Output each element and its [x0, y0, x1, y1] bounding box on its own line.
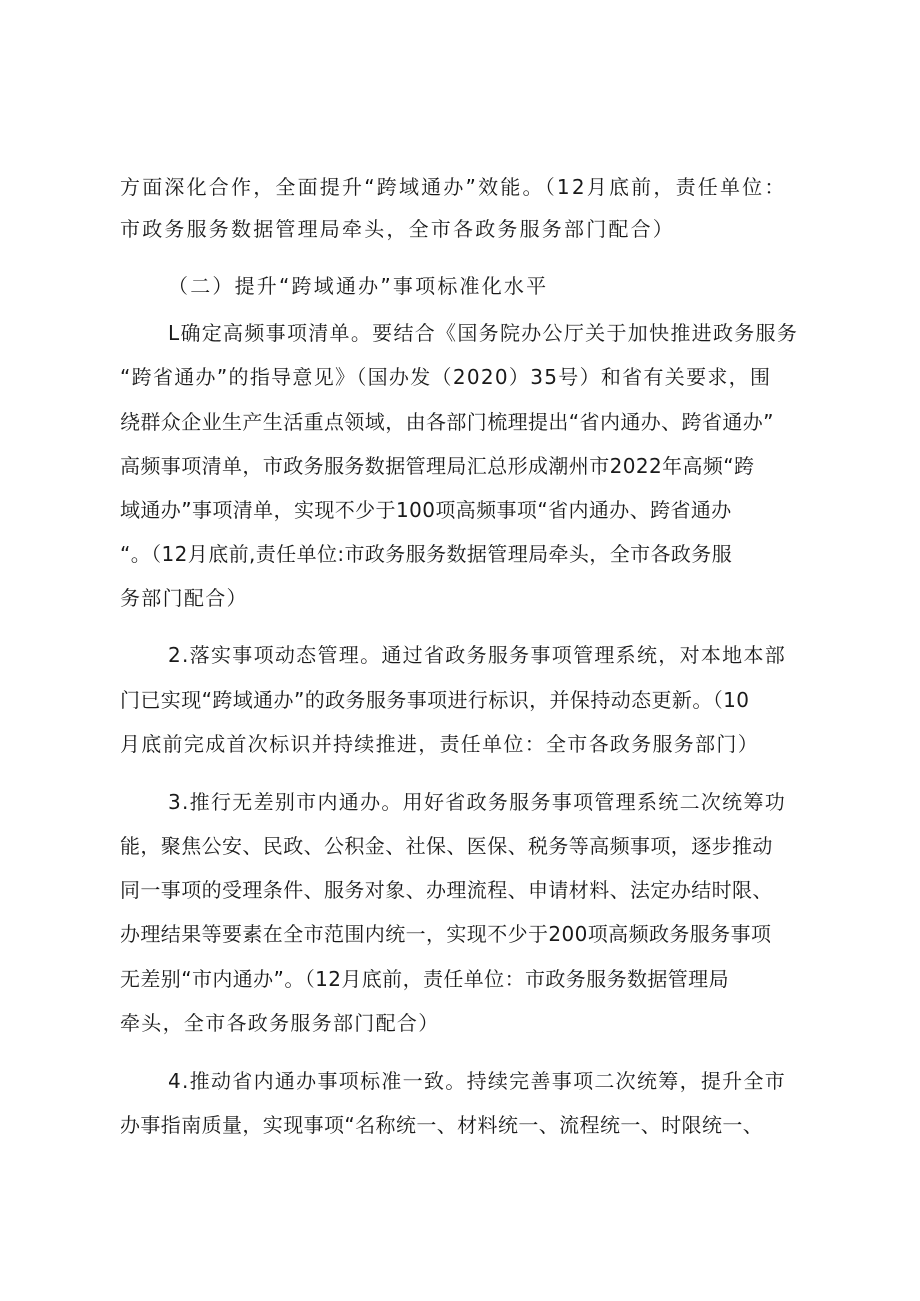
text-line: 牵头，全市各政务服务部门配合）: [120, 1011, 440, 1035]
text-line: 市政务服务数据管理局牵头，全市各政务服务部门配合）: [120, 217, 675, 241]
section-heading: （二）提升“跨域通办”事项标准化水平: [168, 274, 549, 298]
text-line: 绕群众企业生产生活重点领域，由各部门梳理提出“省内通办、跨省通办”: [120, 410, 774, 434]
text-line: 办理结果等要素在全市范围内统一，实现不少于200项高频政务服务事项: [120, 922, 772, 946]
text-line: 高频事项清单，市政务服务数据管理局汇总形成潮州市2022年高频“跨: [120, 454, 755, 478]
text-line: 4.推动省内通办事项标准一致。持续完善事项二次统筹，提升全市: [168, 1069, 787, 1093]
text-line: “。（12月底前,责任单位:市政务服务数据管理局牵头，全市各政务服: [120, 542, 733, 566]
text-line: 能，聚焦公安、民政、公积金、社保、医保、税务等高频事项，逐步推动: [120, 834, 773, 858]
text-line: 门已实现“跨域通办”的政务服务事项进行标识，并保持动态更新。（10: [120, 688, 750, 712]
text-line: L确定高频事项清单。要结合《国务院办公厅关于加快推进政务服务: [168, 321, 799, 345]
text-line: 域通办”事项清单，实现不少于100项高频事项“省内通办、跨省通办: [120, 498, 732, 522]
text-line: 办事指南质量，实现事项“名称统一、材料统一、流程统一、时限统一、: [120, 1113, 764, 1137]
text-line: 无差别“市内通办”。（12月底前，责任单位：市政务服务数据管理局: [120, 967, 729, 991]
text-line: 方面深化合作，全面提升“跨域通办”效能。（12月底前，责任单位：: [120, 175, 787, 199]
text-line: “跨省通办”的指导意见》（国办发（2020）35号）和省有关要求，围: [120, 365, 772, 389]
text-line: 月底前完成首次标识并持续推进，责任单位：全市各政务服务部门）: [120, 732, 759, 756]
text-line: 同一事项的受理条件、服务对象、办理流程、申请材料、法定办结时限、: [120, 878, 773, 902]
text-line: 务部门配合）: [120, 586, 248, 610]
text-line: 2.落实事项动态管理。通过省政务服务事项管理系统，对本地本部: [168, 643, 787, 667]
text-line: 3.推行无差别市内通办。用好省政务服务事项管理系统二次统筹功: [168, 790, 787, 814]
